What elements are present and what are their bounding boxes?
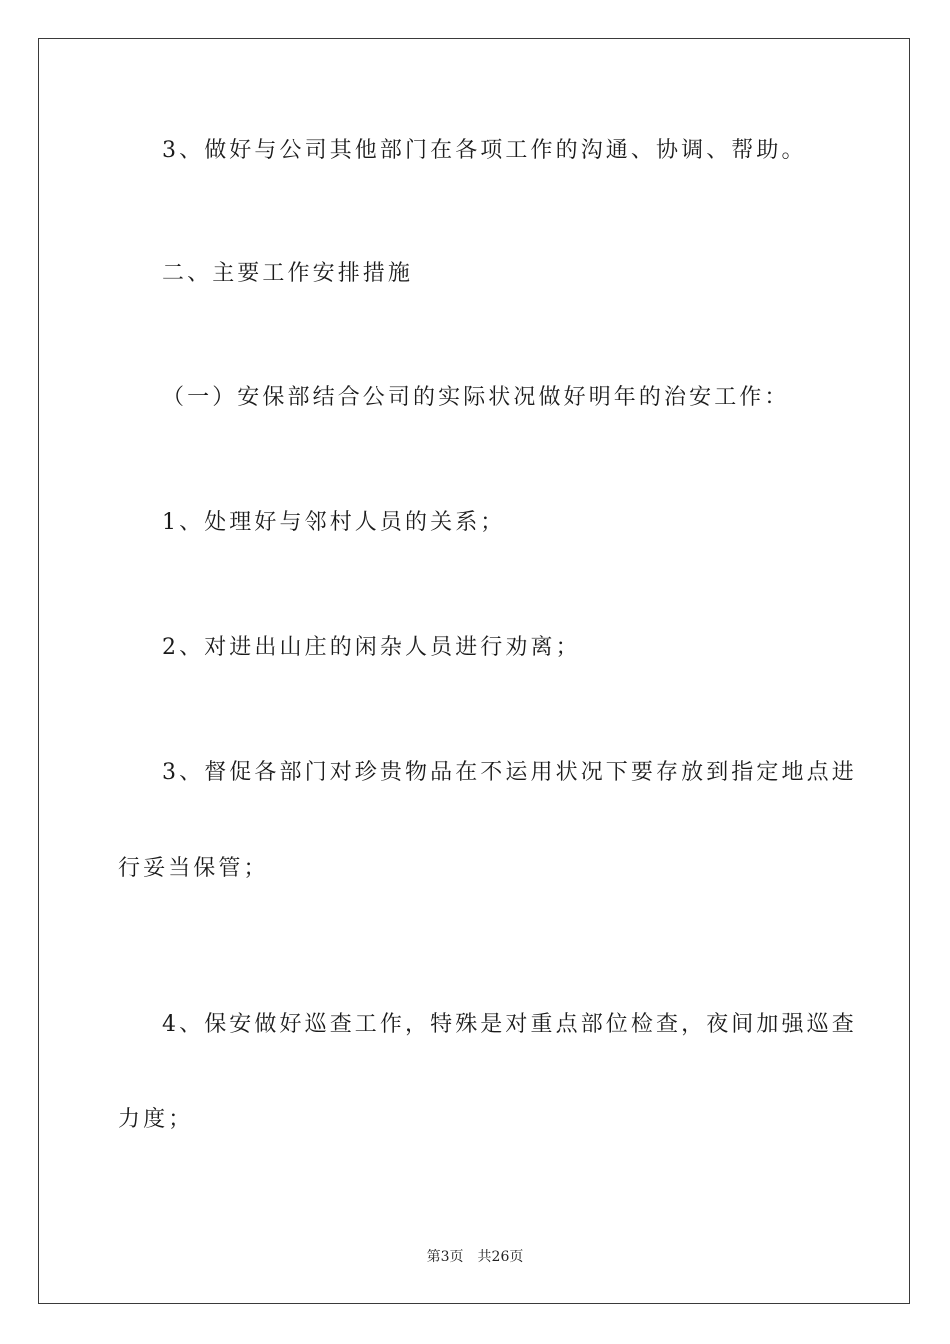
paragraph-line: 3、做好与公司其他部门在各项工作的沟通、协调、帮助。	[162, 138, 807, 163]
section-heading: 二、主要工作安排措施	[162, 261, 414, 286]
subsection-heading: （一）安保部结合公司的实际状况做好明年的治安工作：	[162, 385, 790, 410]
page-total: 共26页	[477, 1249, 524, 1265]
paragraph-line: 1、处理好与邻村人员的关系；	[162, 510, 506, 535]
page-number: 第3页	[426, 1249, 464, 1265]
paragraph-line: 4、保安做好巡查工作，特殊是对重点部位检查，夜间加强巡查	[162, 1012, 857, 1037]
paragraph-line: 2、对进出山庄的闲杂人员进行劝离；	[162, 635, 581, 660]
paragraph-continuation: 行妥当保管；	[118, 856, 269, 881]
paragraph-line: 3、督促各部门对珍贵物品在不运用状况下要存放到指定地点进	[162, 760, 857, 785]
page-footer	[0, 1248, 950, 1266]
paragraph-continuation: 力度；	[118, 1107, 194, 1132]
